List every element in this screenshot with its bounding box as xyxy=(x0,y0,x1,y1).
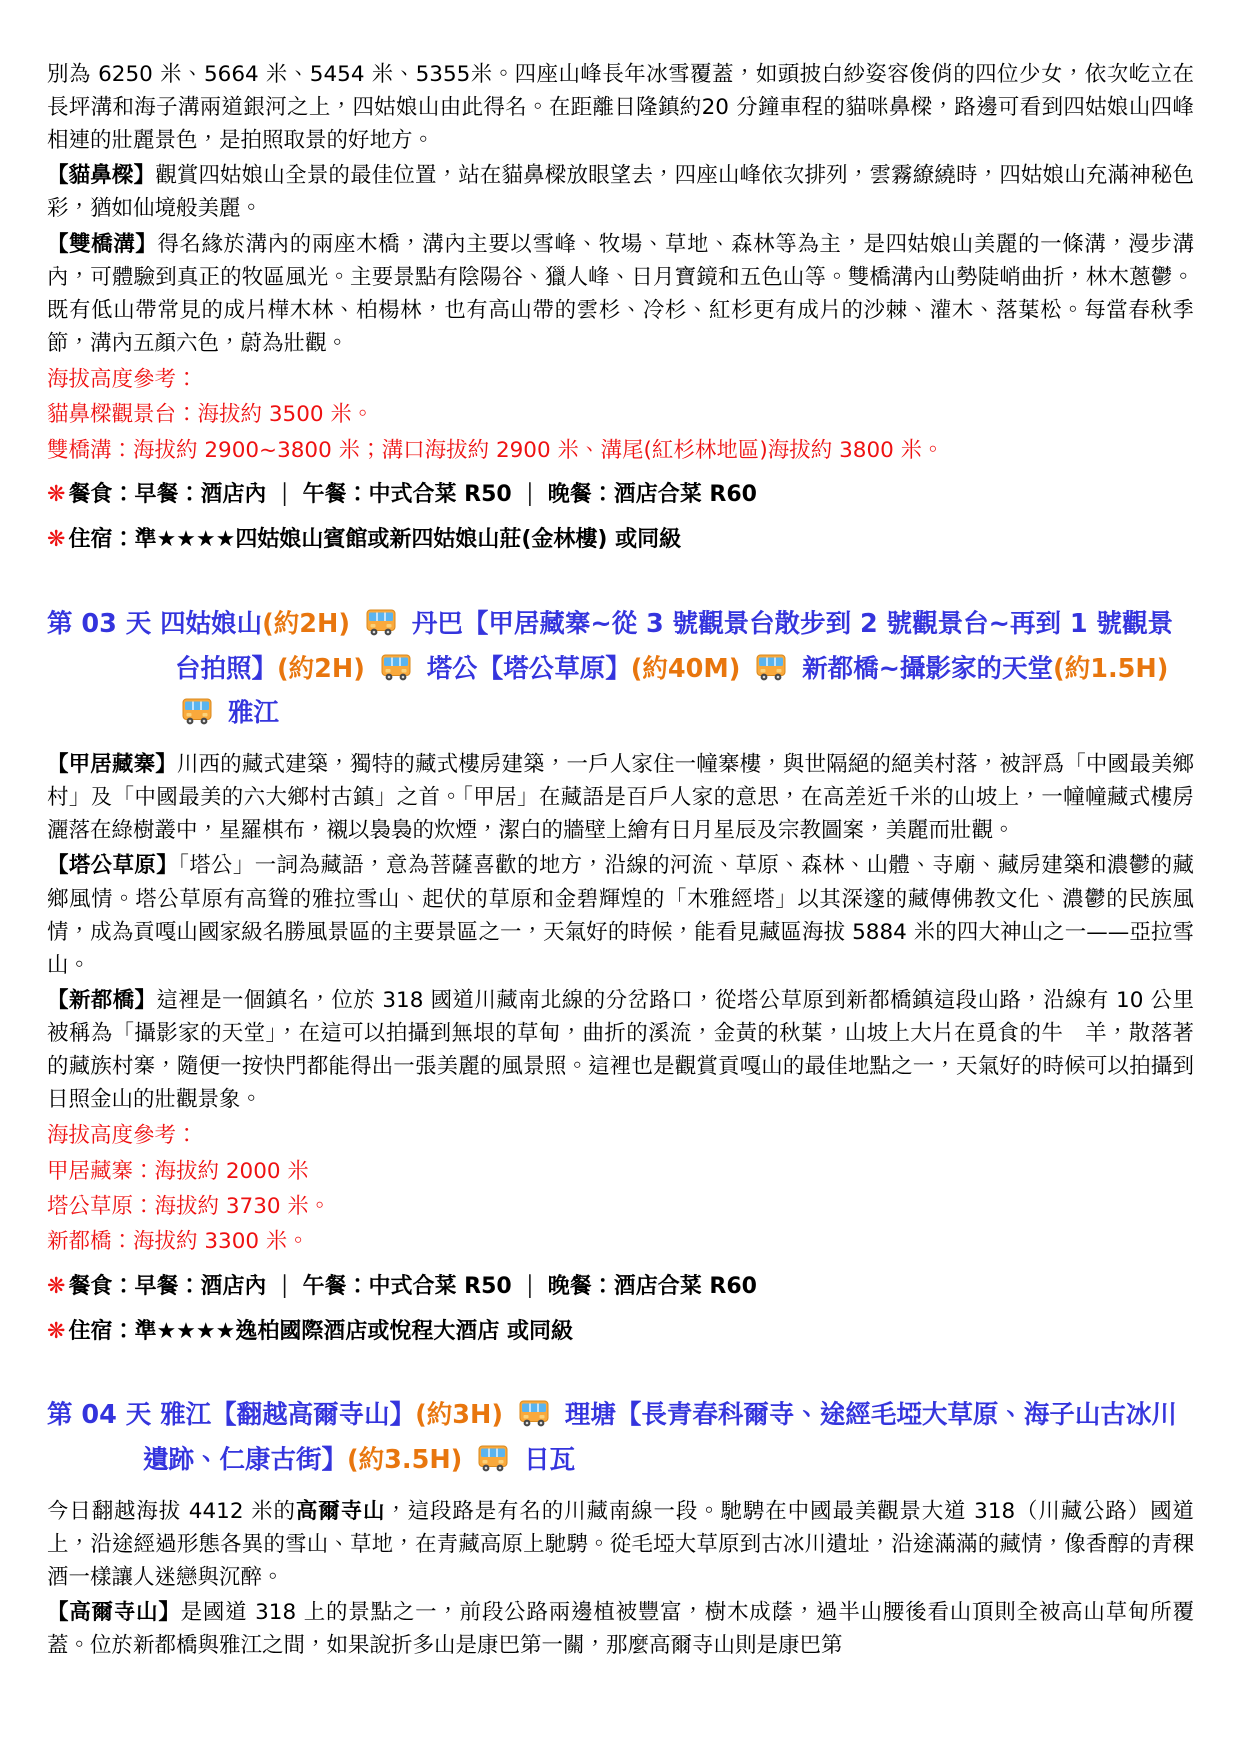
duration-label: (約3H) xyxy=(415,1400,504,1431)
text-run: 餐食：早餐：酒店內 xyxy=(68,482,267,508)
text-run: 第 04 天 雅江【翻越高爾寺山】 xyxy=(47,1400,416,1431)
meals-line xyxy=(47,480,1194,511)
text-run: 是國道 318 上的景點之一，前段公路兩邊植被豐富，樹木成蔭，過半山腰後看山頂則全被高山草甸所覆蓋。位於新都橋與雅江之間，如果說折多山是康巴第一關，那麼高爾寺山則是康巴第 xyxy=(47,1600,1194,1659)
text-run: 雙橋溝：海拔約 2900~3800 米；溝口海拔約 2900 米、溝尾(紅杉林地區)海拔約 3800 米。 xyxy=(47,437,944,463)
text-run: 住宿：準★★★★逸柏國際酒店或悅程大酒店 或同級 xyxy=(68,1318,573,1344)
text-run: 丹巴【甲居藏寨~從 3 號觀景台散步到 2 號觀景台~再到 1 號觀景台拍照】 xyxy=(175,608,1174,684)
text-run: 第 03 天 四姑娘山 xyxy=(47,608,263,639)
text-run: 新都橋：海拔約 3300 米。 xyxy=(47,1229,309,1255)
text-run: 理塘【長青春科爾寺、途經毛埡大草原、海子山古冰川遺跡、仁康古街】 xyxy=(143,1400,1177,1476)
separator-bar: │ xyxy=(278,1273,291,1298)
text-run: 海拔高度參考： xyxy=(47,366,198,392)
text-run: 【貓鼻樑】 xyxy=(47,163,156,189)
altitude-note xyxy=(47,399,1194,430)
text-run: 高爾寺山 xyxy=(295,1498,386,1524)
text-run: 貓鼻樑觀景台：海拔約 3500 米。 xyxy=(47,402,374,428)
text-run: 【雙橋溝】 xyxy=(47,231,158,257)
bus-icon xyxy=(182,697,212,738)
accommodation-line xyxy=(47,1317,1194,1348)
text-run: 雅江 xyxy=(227,698,279,729)
altitude-note xyxy=(47,364,1194,395)
paragraph xyxy=(47,984,1194,1116)
day-heading xyxy=(47,604,1194,738)
text-run: 【塔公草原】 xyxy=(47,853,179,879)
bus-icon xyxy=(366,608,396,649)
text-run: 海拔高度參考： xyxy=(47,1123,198,1149)
duration-label: (約2H) xyxy=(277,653,365,684)
flower-icon: ❋ xyxy=(47,1318,66,1344)
altitude-note xyxy=(47,435,1194,466)
bus-icon xyxy=(519,1399,549,1440)
text-run: 晚餐：酒店合菜 R60 xyxy=(547,1273,757,1299)
text-run: 餐食：早餐：酒店內 xyxy=(68,1273,267,1299)
text-run: 「塔公」一詞為藏語，意為菩薩喜歡的地方，沿線的河流、草原、森林、山體、寺廟、藏房建築和濃鬱的藏鄉風情。塔公草原有高聳的雅拉雪山、起伏的草原和金碧輝煌的「木雅經塔」以其深邃的藏傳佛教文化、濃鬱的民族風情，成為貢嘎山國家級名勝風景區的主要景區之一，天氣好的時候，能看見藏區海拔 5884 米的四大神山之一——亞拉雪山。 xyxy=(47,853,1194,978)
bus-icon xyxy=(381,653,411,694)
paragraph xyxy=(47,159,1194,225)
text-run: 得名緣於溝內的兩座木橋，溝內主要以雪峰、牧場、草地、森林等為主，是四姑娘山美麗的一條溝，漫步溝內，可體驗到真正的牧區風光。主要景點有陰陽谷、獵人峰、日月寶鏡和五色山等。雙橋溝內山勢陡峭曲折，林木蔥鬱。既有低山帶常見的成片樺木林、柏楊林，也有高山帶的雲杉、冷杉、紅杉更有成片的沙棘、灌木、落葉松。每當春秋季節，溝內五顏六色，蔚為壯觀。 xyxy=(47,231,1194,356)
bus-icon xyxy=(478,1444,508,1485)
paragraph xyxy=(47,228,1194,360)
altitude-note xyxy=(47,1120,1194,1151)
separator-bar: │ xyxy=(523,482,536,507)
flower-icon: ❋ xyxy=(47,482,66,508)
text-run: 【高爾寺山】 xyxy=(47,1600,181,1626)
bus-icon xyxy=(756,653,786,694)
altitude-note xyxy=(47,1226,1194,1257)
text-run: 塔公【塔公草原】 xyxy=(426,653,631,684)
duration-label: (約2H) xyxy=(262,608,351,639)
meals-line xyxy=(47,1272,1194,1303)
text-run: 【甲居藏寨】 xyxy=(47,752,177,778)
paragraph xyxy=(47,1495,1194,1594)
text-run: 新都橋~攝影家的天堂 xyxy=(802,653,1054,684)
accommodation-line xyxy=(47,525,1194,556)
text-run: 今日翻越海拔 4412 米的 xyxy=(47,1498,296,1524)
duration-label: (約3.5H) xyxy=(347,1445,463,1476)
day-heading xyxy=(47,1395,1194,1485)
text-run: 觀賞四姑娘山全景的最佳位置，站在貓鼻樑放眼望去，四座山峰依次排列，雲霧繚繞時，四姑娘山充滿神秘色彩，猶如仙境般美麗。 xyxy=(47,163,1194,222)
separator-bar: │ xyxy=(278,482,291,507)
text-run: 晚餐：酒店合菜 R60 xyxy=(547,482,757,508)
duration-label: (約40M) xyxy=(630,653,741,684)
text-run: 住宿：準★★★★四姑娘山賓館或新四姑娘山莊(金林樓) 或同級 xyxy=(68,526,682,552)
paragraph xyxy=(47,58,1194,157)
text-run: 這裡是一個鎮名，位於 318 國道川藏南北線的分岔路口，從塔公草原到新都橋鎮這段山路，沿線有 10 公里被稱為「攝影家的天堂」，在這可以拍攝到無垠的草甸，曲折的溪流，金黃的秋葉，山坡上大片在覓食的牛 羊，散落著的藏族村寨，隨便一按快門都能得出一張美麗的風景照。這裡也是觀賞貢嘎山的最佳地點之一，天氣好的時候可以拍攝到日照金山的壯觀景象。 xyxy=(47,987,1194,1113)
paragraph xyxy=(47,1596,1194,1662)
flower-icon: ❋ xyxy=(47,526,66,552)
separator-bar: │ xyxy=(523,1273,536,1298)
text-run: 塔公草原：海拔約 3730 米。 xyxy=(47,1194,331,1220)
duration-label: (約1.5H) xyxy=(1053,653,1169,684)
altitude-note xyxy=(47,1191,1194,1222)
paragraph xyxy=(47,748,1194,847)
text-run: 甲居藏寨：海拔約 2000 米 xyxy=(47,1158,309,1184)
altitude-note xyxy=(47,1156,1194,1187)
text-run: 午餐：中式合菜 R50 xyxy=(302,482,512,508)
text-run: ，這段路是有名的川藏南線一段。馳騁在中國最美觀景大道 318（川藏公路）國道上，沿途經過形態各異的雪山、草地，在青藏高原上馳騁。從毛埡大草原到古冰川遺址，沿途滿滿的藏情，像香醇的青稞酒一樣讓人迷戀與沉醉。 xyxy=(47,1498,1194,1591)
text-run: 午餐：中式合菜 R50 xyxy=(302,1273,512,1299)
text-run: 【新都橋】 xyxy=(47,987,157,1013)
paragraph xyxy=(47,849,1194,981)
flower-icon: ❋ xyxy=(47,1273,66,1299)
text-run: 川西的藏式建築，獨特的藏式樓房建築，一戶人家住一幢寨樓，與世隔絕的絕美村落，被評爲「中國最美鄉村」及「中國最美的六大鄉村古鎮」之首。「甲居」在藏語是百戶人家的意思，在高差近千米的山坡上，一幢幢藏式樓房灑落在綠樹叢中，星羅棋布，襯以裊裊的炊煙，潔白的牆壁上繪有日月星辰及宗教圖案，美麗而壯觀。 xyxy=(47,752,1194,844)
text-run: 別為 6250 米、5664 米、5454 米、5355米。四座山峰長年冰雪覆蓋，如頭披白紗姿容俊俏的四位少女，依次屹立在長坪溝和海子溝兩道銀河之上，四姑娘山由此得名。在距離日隆鎮約20 分鐘車程的貓咪鼻樑，路邊可看到四姑娘山四峰相連的壯麗景色，是拍照取景的好地方。 xyxy=(47,62,1194,154)
text-run: 日瓦 xyxy=(524,1445,576,1476)
